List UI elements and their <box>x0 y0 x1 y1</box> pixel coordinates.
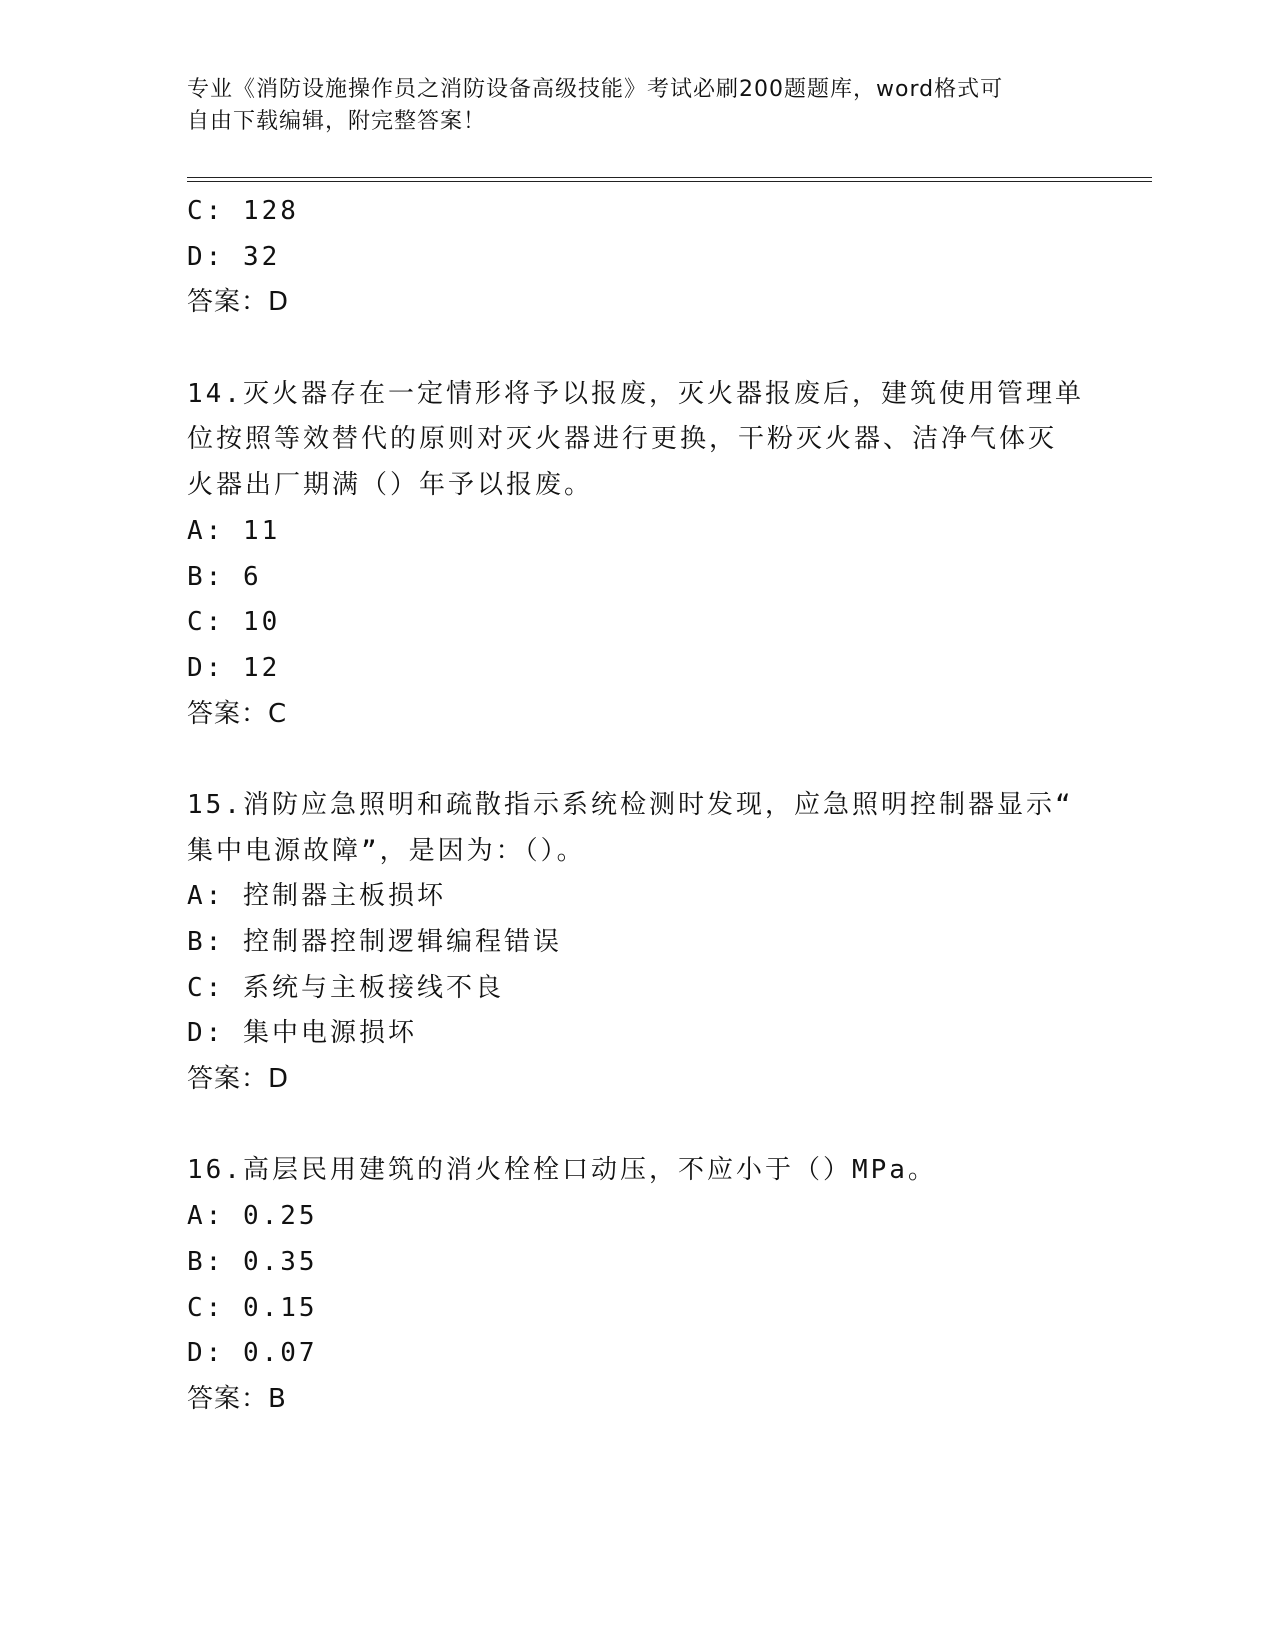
option-b: B: 6 <box>187 561 262 592</box>
header-divider-bottom <box>187 181 1152 182</box>
question-13 <box>187 189 1087 326</box>
question-stem-line-2: 位按照等效替代的原则对灭火器进行更换，干粉灭火器、洁净气体灭 <box>187 424 1058 455</box>
option-a: A: 11 <box>187 515 281 546</box>
question-stem-line-1: 14.灭火器存在一定情形将予以报废，灭火器报废后，建筑使用管理单 <box>187 378 1084 409</box>
header-line-2: 自由下载编辑，附完整答案！ <box>187 109 487 134</box>
spacer <box>187 326 1087 372</box>
option-c: C: 10 <box>187 607 281 638</box>
answer-line: 答案：D <box>187 287 290 318</box>
option-c: C: 0.15 <box>187 1292 318 1323</box>
option-d: D: 0.07 <box>187 1338 318 1369</box>
question-stem-line-2: 集中电源故障”，是因为：（）。 <box>187 835 586 866</box>
answer-line: 答案：D <box>187 1064 290 1095</box>
question-16 <box>187 1148 1087 1422</box>
option-b: B: 控制器控制逻辑编程错误 <box>187 927 562 957</box>
option-c: C: 128 <box>187 196 299 226</box>
spacer <box>187 737 1087 783</box>
option-d: D: 32 <box>187 241 281 272</box>
option-d: D: 集中电源损坏 <box>187 1018 417 1049</box>
answer-line: 答案：C <box>187 698 288 729</box>
question-stem-line-3: 火器出厂期满（）年予以报废。 <box>187 470 594 501</box>
option-d: D: 12 <box>187 652 281 683</box>
option-a: A: 0.25 <box>187 1201 318 1232</box>
question-list <box>187 189 1087 1423</box>
question-stem-line-1: 15.消防应急照明和疏散指示系统检测时发现，应急照明控制器显示“ <box>187 789 1074 820</box>
header-divider-top <box>187 177 1152 178</box>
header-line-1: 专业《消防设施操作员之消防设备高级技能》考试必刷200题题库，word格式可 <box>187 77 1004 102</box>
question-14 <box>187 372 1087 738</box>
answer-line: 答案：B <box>187 1383 287 1414</box>
page-header <box>187 74 1067 138</box>
option-a: A: 控制器主板损坏 <box>187 881 446 912</box>
question-15 <box>187 783 1087 1103</box>
option-c: C: 系统与主板接线不良 <box>187 972 504 1003</box>
option-b: B: 0.35 <box>187 1246 318 1277</box>
question-stem-line-1: 16.高层民用建筑的消火栓栓口动压，不应小于（）MPa。 <box>187 1155 937 1186</box>
spacer <box>187 1103 1087 1149</box>
